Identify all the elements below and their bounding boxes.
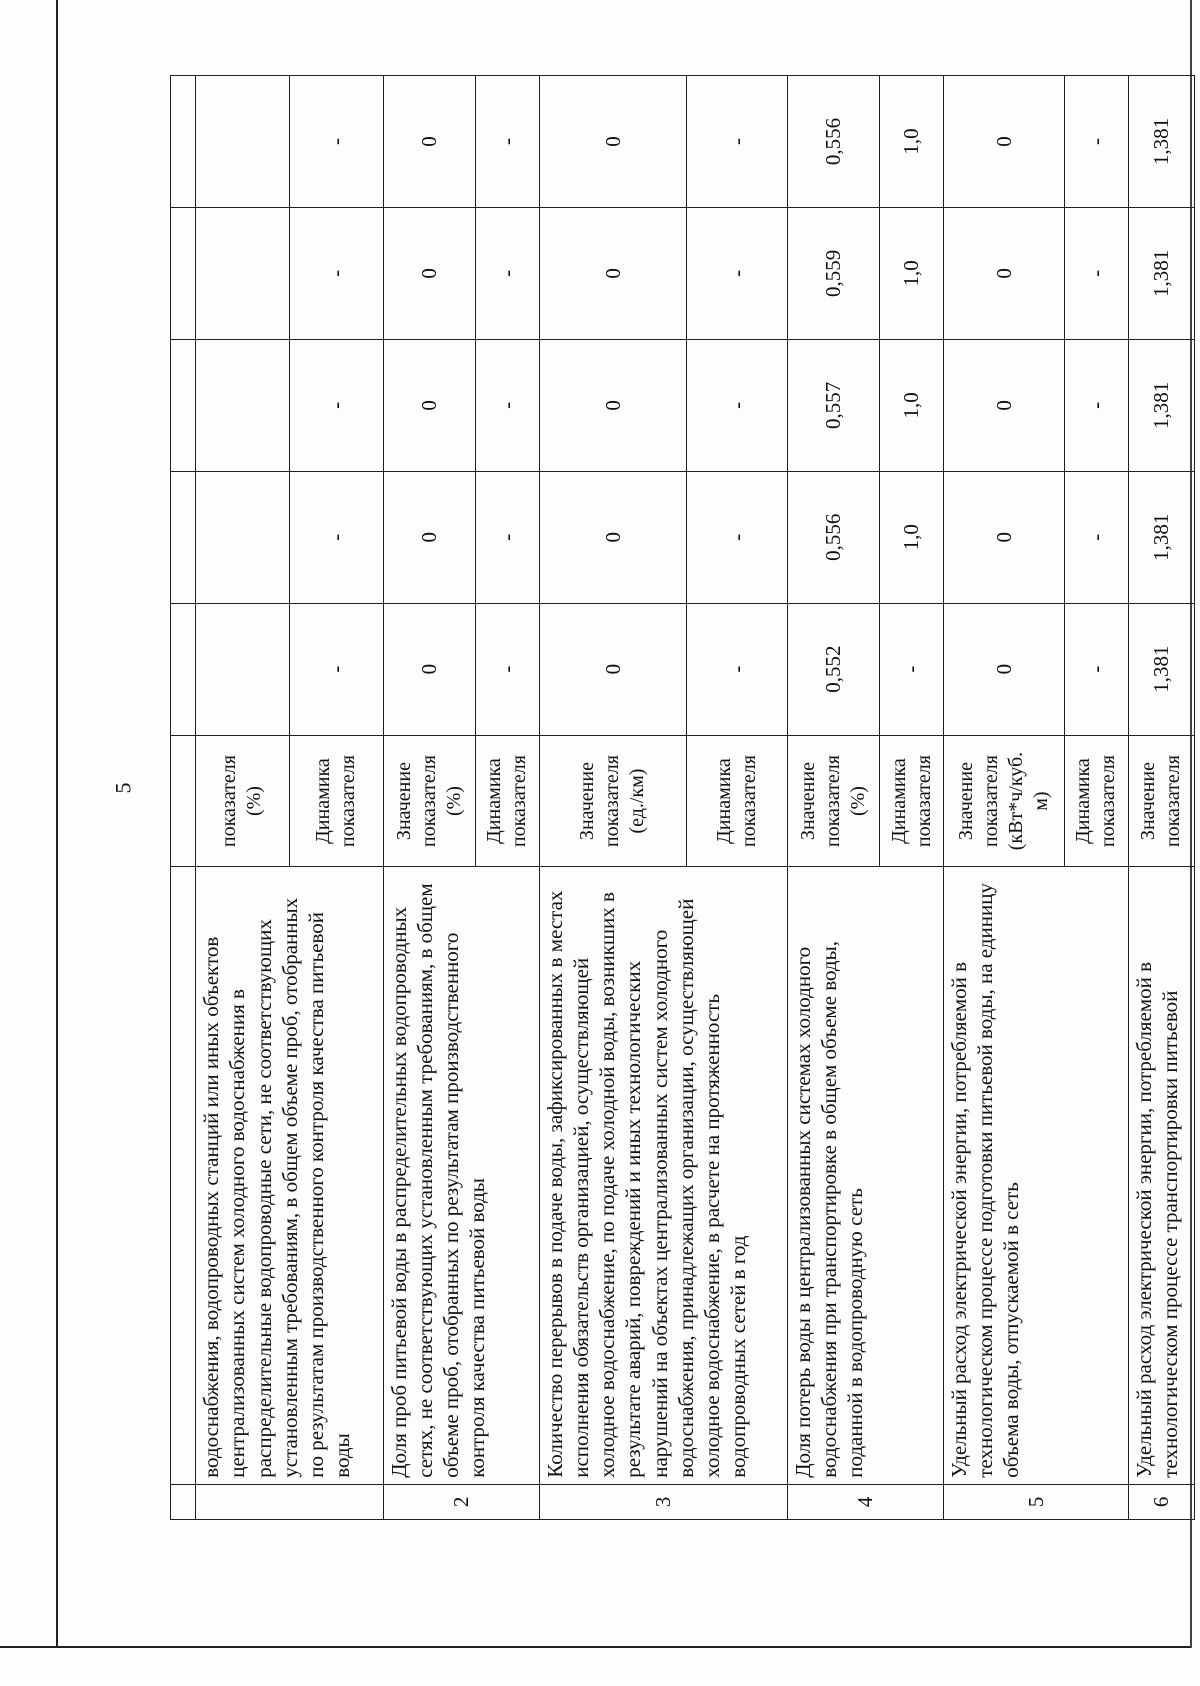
table-row [196, 76, 290, 1520]
value-cell: 1,381 [1128, 603, 1194, 735]
value-cell: - [1065, 76, 1129, 208]
indicator-label: Динамика показателя [686, 735, 787, 867]
value-cell: - [289, 76, 383, 208]
table-row [787, 76, 879, 1520]
value-cell: 1,381 [1128, 339, 1194, 471]
value-cell: 0,556 [787, 76, 879, 208]
value-cell: 0,557 [787, 339, 879, 471]
value-cell: 0,556 [787, 471, 879, 603]
value-cell: 0 [539, 207, 686, 339]
indicator-description: Количество перерывов в подаче воды, зафиксированных в местах исполнения обязательств организацией, осуществляющей холодное водоснабжение, по подаче холодной воды, возникших в результате аварий, повреждений и иных технологических нарушений на объектах централизованных систем холодного водоснабжения, принадлежащих организации, осуществляющей холодное водоснабжение, в расчете на протяженность водопроводных сетей в год [539, 867, 787, 1484]
indicator-label: Динамика показателя [1065, 735, 1129, 867]
indicator-label: Динамика показателя [476, 735, 540, 867]
page-number: 5 [110, 782, 136, 794]
page-edge-bottom [0, 1646, 1190, 1648]
indicator-description: Доля проб питьевой воды в распределительных водопроводных сетях, не соответствующих установленным требованиям, в общем объеме проб, отобранных по результатам производственного контроля качества питьевой воды [383, 867, 539, 1484]
value-cell: - [1065, 471, 1129, 603]
value-cell: 0 [943, 76, 1064, 208]
value-cell: 1,0 [880, 339, 944, 471]
value-cell: 1,381 [1128, 207, 1194, 339]
indicator-label: Значение показателя (кВт*ч/куб. м) [943, 735, 1064, 867]
value-cell: 1,0 [880, 471, 944, 603]
table-row [539, 76, 686, 1520]
value-cell: 0,559 [787, 207, 879, 339]
value-cell: - [1065, 207, 1129, 339]
value-cell [196, 207, 290, 339]
indicator-label: показателя (%) [196, 735, 290, 867]
value-cell: 0 [539, 76, 686, 208]
value-cell: - [289, 471, 383, 603]
indicator-label: Значение показателя (%) [787, 735, 879, 867]
indicator-description: Удельный расход электрической энергии, потребляемой в технологическом процессе транспортировки питьевой [1128, 867, 1194, 1484]
value-cell: 0 [383, 603, 475, 735]
value-cell: 0 [943, 207, 1064, 339]
value-cell: - [289, 339, 383, 471]
indicator-label: Значение показателя (ед./км) [539, 735, 686, 867]
header-cell [171, 867, 196, 1484]
header-strip-row [171, 76, 196, 1520]
table-row [1128, 76, 1194, 1520]
header-cell [171, 471, 196, 603]
value-cell: - [1065, 339, 1129, 471]
value-cell: - [686, 471, 787, 603]
value-cell [196, 471, 290, 603]
value-cell: - [686, 76, 787, 208]
value-cell: - [289, 603, 383, 735]
row-number: 6 [1128, 1484, 1194, 1519]
value-cell: 0 [943, 603, 1064, 735]
value-cell: - [476, 471, 540, 603]
header-cell [171, 603, 196, 735]
header-cell [171, 1484, 196, 1519]
value-cell: 1,0 [880, 76, 944, 208]
value-cell: 0 [539, 339, 686, 471]
value-cell: - [880, 603, 944, 735]
value-cell: - [476, 339, 540, 471]
indicator-description: Доля потерь воды в централизованных системах холодного водоснабжения при транспортировке в общем объеме воды, поданной в водопроводную сеть [787, 867, 943, 1484]
row-number: 5 [943, 1484, 1128, 1519]
value-cell: 1,381 [1128, 76, 1194, 208]
header-cell [171, 735, 196, 867]
row-number [196, 1484, 384, 1519]
value-cell: 0 [383, 471, 475, 603]
value-cell: 0 [383, 339, 475, 471]
value-cell: 1,0 [880, 207, 944, 339]
table-row [383, 76, 475, 1520]
indicator-description: водоснабжения, водопроводных станций или иных объектов централизованных систем холодного водоснабжения в распределительные водопроводные сети, не соответствующих установленным требованиям, в общем объеме проб, отобранных по результатам производственного контроля качества питьевой воды [196, 867, 384, 1484]
value-cell: 0 [943, 471, 1064, 603]
value-cell: 0 [383, 207, 475, 339]
table-row [943, 76, 1064, 1520]
value-cell: - [289, 207, 383, 339]
value-cell: - [686, 207, 787, 339]
value-cell: 0 [383, 76, 475, 208]
rotated-table-wrapper [170, 75, 1195, 1520]
value-cell [196, 76, 290, 208]
value-cell: 0 [539, 603, 686, 735]
header-cell [171, 76, 196, 208]
value-cell: - [476, 207, 540, 339]
indicators-table [170, 75, 1195, 1520]
value-cell [196, 603, 290, 735]
value-cell: 0,552 [787, 603, 879, 735]
value-cell: - [686, 603, 787, 735]
value-cell: - [476, 76, 540, 208]
value-cell: - [1065, 603, 1129, 735]
value-cell: 1,381 [1128, 471, 1194, 603]
page-edge-left [56, 0, 58, 1648]
indicator-description: Удельный расход электрической энергии, потребляемой в технологическом процессе подготовки питьевой воды, на единицу объема воды, отпускаемой в сеть [943, 867, 1128, 1484]
value-cell: 0 [539, 471, 686, 603]
row-number: 3 [539, 1484, 787, 1519]
indicator-label: Динамика показателя [880, 735, 944, 867]
indicator-label: Значение показателя [1128, 735, 1194, 867]
indicator-label: Динамика показателя [289, 735, 383, 867]
header-cell [171, 339, 196, 471]
value-cell: 0 [943, 339, 1064, 471]
header-cell [171, 207, 196, 339]
value-cell [196, 339, 290, 471]
row-number: 2 [383, 1484, 539, 1519]
row-number: 4 [787, 1484, 943, 1519]
value-cell: - [476, 603, 540, 735]
value-cell: - [686, 339, 787, 471]
indicator-label: Значение показателя (%) [383, 735, 475, 867]
